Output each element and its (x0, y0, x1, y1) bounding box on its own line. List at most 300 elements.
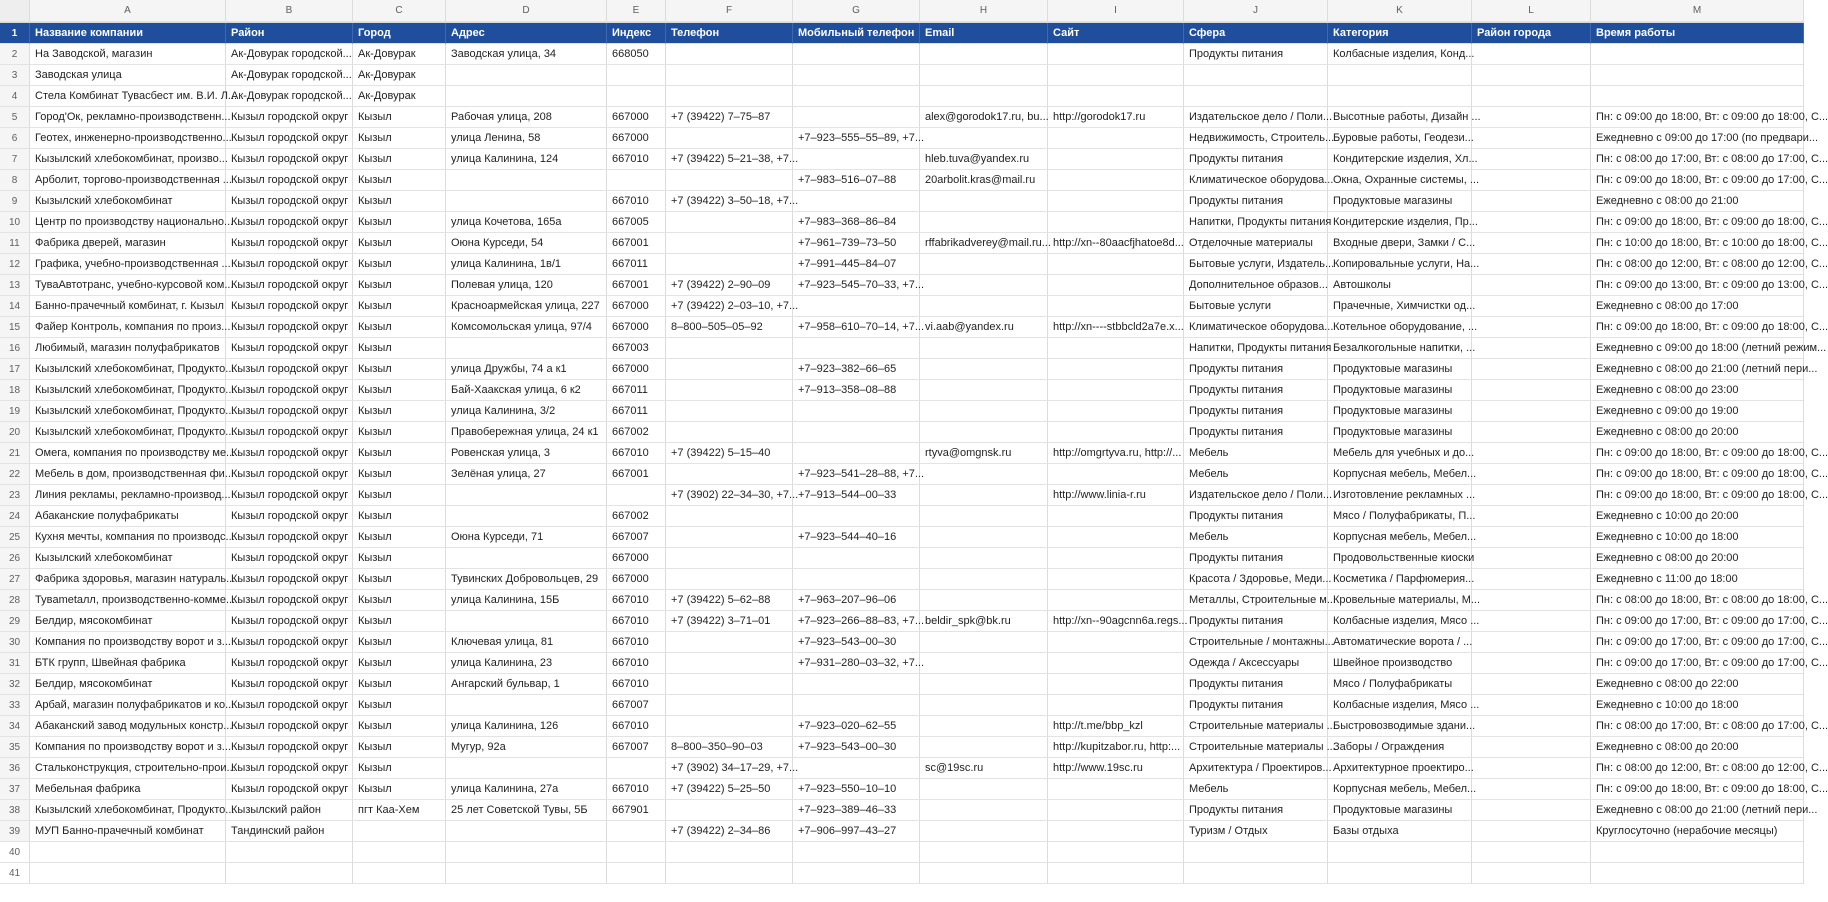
table-cell[interactable] (1328, 107, 1481, 128)
table-cell[interactable] (793, 401, 920, 422)
table-cell[interactable] (920, 359, 1048, 380)
table-cell[interactable] (353, 296, 446, 317)
table-cell[interactable] (446, 758, 607, 779)
table-cell[interactable] (793, 296, 920, 317)
table-cell[interactable] (446, 653, 607, 674)
table-cell[interactable] (1184, 506, 1328, 527)
table-cell[interactable] (1328, 758, 1472, 779)
table-cell[interactable] (607, 170, 666, 191)
header-cell[interactable] (1048, 23, 1184, 44)
table-cell[interactable] (666, 254, 793, 275)
table-cell[interactable] (1591, 254, 1828, 275)
table-cell[interactable] (920, 212, 1048, 233)
table-cell[interactable] (920, 170, 1048, 191)
table-cell[interactable] (607, 506, 666, 527)
table-cell[interactable] (1591, 527, 1804, 548)
table-cell[interactable] (1591, 65, 1804, 86)
table-cell[interactable] (1472, 107, 1591, 128)
header-cell[interactable] (793, 23, 920, 44)
table-cell[interactable] (226, 128, 353, 149)
table-cell[interactable] (666, 128, 793, 149)
table-cell[interactable] (607, 695, 666, 716)
column-header-b[interactable]: B (226, 0, 353, 22)
table-cell[interactable] (446, 254, 607, 275)
table-cell[interactable] (666, 758, 799, 779)
table-cell[interactable] (666, 296, 799, 317)
table-cell[interactable] (1048, 716, 1184, 737)
table-cell[interactable] (1472, 611, 1591, 632)
column-header-m[interactable]: M (1591, 0, 1804, 22)
table-cell[interactable] (353, 254, 446, 275)
table-cell[interactable] (1472, 44, 1591, 65)
table-cell[interactable] (607, 569, 666, 590)
row-number[interactable]: 1 (0, 23, 30, 44)
table-cell[interactable] (226, 254, 353, 275)
table-cell[interactable] (920, 590, 1048, 611)
table-cell[interactable] (607, 548, 666, 569)
table-cell[interactable] (353, 233, 446, 254)
table-cell[interactable] (1048, 212, 1184, 233)
table-cell[interactable] (793, 611, 925, 632)
table-cell[interactable] (446, 548, 607, 569)
row-number[interactable]: 27 (0, 569, 30, 590)
table-cell[interactable] (1048, 506, 1184, 527)
table-cell[interactable] (226, 65, 353, 86)
table-cell[interactable] (1048, 632, 1184, 653)
table-cell[interactable] (1472, 275, 1591, 296)
table-cell[interactable] (1184, 149, 1328, 170)
table-cell[interactable] (1591, 464, 1828, 485)
table-cell[interactable] (607, 380, 666, 401)
table-cell[interactable] (30, 569, 236, 590)
table-cell[interactable] (666, 590, 793, 611)
table-cell[interactable] (1048, 569, 1184, 590)
table-cell[interactable] (446, 44, 607, 65)
table-cell[interactable] (446, 170, 607, 191)
row-number[interactable]: 31 (0, 653, 30, 674)
table-cell[interactable] (1591, 275, 1828, 296)
table-cell[interactable] (793, 422, 920, 443)
row-number[interactable]: 40 (0, 842, 30, 863)
table-cell[interactable] (1591, 422, 1804, 443)
header-cell[interactable] (446, 23, 607, 44)
table-cell[interactable] (920, 443, 1048, 464)
table-cell[interactable] (1328, 527, 1477, 548)
table-cell[interactable] (1184, 317, 1334, 338)
table-cell[interactable] (226, 527, 353, 548)
table-cell[interactable] (446, 485, 607, 506)
table-cell[interactable] (793, 149, 920, 170)
table-cell[interactable] (446, 65, 607, 86)
table-cell[interactable] (1328, 653, 1472, 674)
table-cell[interactable] (920, 527, 1048, 548)
table-cell[interactable] (607, 863, 666, 884)
table-cell[interactable] (446, 317, 607, 338)
table-cell[interactable] (1472, 800, 1591, 821)
table-cell[interactable] (353, 821, 446, 842)
table-cell[interactable] (666, 149, 799, 170)
table-cell[interactable] (353, 65, 446, 86)
table-cell[interactable] (793, 254, 920, 275)
table-cell[interactable] (1328, 590, 1481, 611)
row-number[interactable]: 20 (0, 422, 30, 443)
table-cell[interactable] (666, 716, 793, 737)
row-number[interactable]: 12 (0, 254, 30, 275)
table-cell[interactable] (1472, 527, 1591, 548)
header-cell[interactable] (1328, 23, 1472, 44)
row-number[interactable]: 5 (0, 107, 30, 128)
header-cell[interactable] (666, 23, 793, 44)
table-cell[interactable] (793, 716, 920, 737)
table-cell[interactable] (1472, 401, 1591, 422)
table-cell[interactable] (446, 212, 607, 233)
table-cell[interactable] (666, 464, 793, 485)
table-cell[interactable] (1472, 737, 1591, 758)
table-cell[interactable] (1184, 695, 1328, 716)
table-cell[interactable] (226, 191, 353, 212)
row-number[interactable]: 33 (0, 695, 30, 716)
table-cell[interactable] (607, 653, 666, 674)
row-number[interactable]: 14 (0, 296, 30, 317)
table-cell[interactable] (1048, 359, 1184, 380)
table-cell[interactable] (30, 107, 231, 128)
table-cell[interactable] (1048, 779, 1184, 800)
table-cell[interactable] (607, 296, 666, 317)
table-cell[interactable] (353, 716, 446, 737)
table-cell[interactable] (1591, 569, 1804, 590)
table-cell[interactable] (607, 674, 666, 695)
table-cell[interactable] (226, 233, 353, 254)
table-cell[interactable] (446, 380, 607, 401)
row-number[interactable]: 2 (0, 44, 30, 65)
table-cell[interactable] (446, 275, 607, 296)
table-cell[interactable] (1472, 863, 1591, 884)
table-cell[interactable] (30, 65, 226, 86)
row-number[interactable]: 36 (0, 758, 30, 779)
table-cell[interactable] (353, 212, 446, 233)
table-cell[interactable] (1328, 443, 1475, 464)
table-cell[interactable] (353, 548, 446, 569)
table-cell[interactable] (920, 338, 1048, 359)
table-cell[interactable] (1591, 212, 1828, 233)
table-cell[interactable] (793, 800, 920, 821)
table-cell[interactable] (793, 359, 920, 380)
table-cell[interactable] (1184, 191, 1328, 212)
table-cell[interactable] (30, 422, 235, 443)
table-cell[interactable] (226, 800, 353, 821)
table-cell[interactable] (1048, 737, 1184, 758)
table-cell[interactable] (1591, 611, 1828, 632)
table-cell[interactable] (666, 359, 793, 380)
table-cell[interactable] (920, 44, 1048, 65)
table-cell[interactable] (1048, 44, 1184, 65)
table-cell[interactable] (30, 191, 226, 212)
column-header-k[interactable]: K (1328, 0, 1472, 22)
table-cell[interactable] (793, 65, 920, 86)
table-cell[interactable] (666, 170, 793, 191)
table-cell[interactable] (1472, 716, 1591, 737)
table-cell[interactable] (607, 611, 666, 632)
table-cell[interactable] (1591, 485, 1828, 506)
header-cell[interactable] (1591, 23, 1804, 44)
table-cell[interactable] (226, 485, 353, 506)
table-cell[interactable] (1591, 296, 1804, 317)
table-cell[interactable] (446, 86, 607, 107)
table-cell[interactable] (446, 422, 607, 443)
table-cell[interactable] (353, 149, 446, 170)
table-cell[interactable] (793, 569, 920, 590)
table-cell[interactable] (353, 380, 446, 401)
table-cell[interactable] (226, 170, 353, 191)
table-cell[interactable] (1591, 779, 1828, 800)
table-cell[interactable] (446, 611, 607, 632)
table-cell[interactable] (1328, 485, 1476, 506)
table-cell[interactable] (1591, 758, 1828, 779)
table-cell[interactable] (446, 716, 607, 737)
table-cell[interactable] (1328, 170, 1479, 191)
table-cell[interactable] (226, 44, 353, 65)
table-cell[interactable] (1591, 317, 1828, 338)
table-cell[interactable] (1472, 485, 1591, 506)
table-cell[interactable] (920, 548, 1048, 569)
table-cell[interactable] (920, 863, 1048, 884)
table-cell[interactable] (30, 128, 232, 149)
table-cell[interactable] (1591, 338, 1827, 359)
table-cell[interactable] (1591, 380, 1804, 401)
table-cell[interactable] (446, 506, 607, 527)
table-cell[interactable] (30, 737, 231, 758)
row-number[interactable]: 7 (0, 149, 30, 170)
table-cell[interactable] (1184, 485, 1333, 506)
table-cell[interactable] (793, 128, 925, 149)
table-cell[interactable] (1184, 44, 1328, 65)
table-cell[interactable] (446, 338, 607, 359)
table-cell[interactable] (353, 86, 446, 107)
header-cell[interactable] (607, 23, 666, 44)
table-cell[interactable] (1472, 86, 1591, 107)
table-cell[interactable] (666, 443, 793, 464)
table-cell[interactable] (226, 758, 353, 779)
table-cell[interactable] (226, 380, 353, 401)
table-cell[interactable] (1591, 233, 1828, 254)
table-cell[interactable] (1048, 464, 1184, 485)
table-cell[interactable] (1048, 443, 1184, 464)
table-cell[interactable] (1328, 128, 1472, 149)
table-cell[interactable] (793, 338, 920, 359)
table-cell[interactable] (30, 653, 226, 674)
table-cell[interactable] (1328, 800, 1472, 821)
table-cell[interactable] (920, 317, 1048, 338)
table-cell[interactable] (920, 695, 1048, 716)
row-number[interactable]: 8 (0, 170, 30, 191)
table-cell[interactable] (920, 716, 1048, 737)
table-cell[interactable] (1184, 359, 1328, 380)
table-cell[interactable] (353, 485, 446, 506)
table-cell[interactable] (793, 548, 920, 569)
table-cell[interactable] (793, 779, 920, 800)
table-cell[interactable] (920, 296, 1048, 317)
table-cell[interactable] (793, 842, 920, 863)
table-cell[interactable] (920, 800, 1048, 821)
row-number[interactable]: 22 (0, 464, 30, 485)
row-number[interactable]: 13 (0, 275, 30, 296)
table-cell[interactable] (353, 401, 446, 422)
table-cell[interactable] (353, 317, 446, 338)
table-cell[interactable] (30, 590, 236, 611)
table-cell[interactable] (226, 401, 353, 422)
column-header-g[interactable]: G (793, 0, 920, 22)
column-header-h[interactable]: H (920, 0, 1048, 22)
row-number[interactable]: 10 (0, 212, 30, 233)
table-cell[interactable] (666, 779, 793, 800)
table-cell[interactable] (793, 863, 920, 884)
table-cell[interactable] (353, 674, 446, 695)
column-header-d[interactable]: D (446, 0, 607, 22)
table-cell[interactable] (1048, 821, 1184, 842)
row-number[interactable]: 37 (0, 779, 30, 800)
table-cell[interactable] (666, 548, 793, 569)
table-cell[interactable] (666, 569, 793, 590)
table-cell[interactable] (1591, 443, 1828, 464)
table-cell[interactable] (226, 464, 353, 485)
table-cell[interactable] (1328, 275, 1472, 296)
table-cell[interactable] (1472, 296, 1591, 317)
table-cell[interactable] (793, 485, 920, 506)
table-cell[interactable] (446, 779, 607, 800)
table-cell[interactable] (446, 233, 607, 254)
row-number[interactable]: 24 (0, 506, 30, 527)
table-cell[interactable] (793, 170, 920, 191)
row-number[interactable]: 29 (0, 611, 30, 632)
table-cell[interactable] (666, 44, 793, 65)
table-cell[interactable] (226, 842, 353, 863)
table-cell[interactable] (1184, 233, 1328, 254)
table-cell[interactable] (1048, 170, 1184, 191)
table-cell[interactable] (30, 170, 232, 191)
table-cell[interactable] (793, 86, 920, 107)
table-cell[interactable] (1048, 800, 1184, 821)
table-cell[interactable] (666, 401, 793, 422)
table-cell[interactable] (1591, 170, 1828, 191)
row-number[interactable]: 28 (0, 590, 30, 611)
table-cell[interactable] (666, 338, 793, 359)
table-cell[interactable] (920, 611, 1048, 632)
table-cell[interactable] (446, 107, 607, 128)
table-cell[interactable] (666, 842, 793, 863)
table-cell[interactable] (1591, 359, 1818, 380)
table-cell[interactable] (1328, 317, 1478, 338)
table-cell[interactable] (30, 149, 226, 170)
table-cell[interactable] (1184, 548, 1328, 569)
table-cell[interactable] (793, 233, 920, 254)
table-cell[interactable] (1472, 548, 1591, 569)
table-cell[interactable] (666, 380, 793, 401)
table-cell[interactable] (30, 800, 235, 821)
table-cell[interactable] (920, 464, 1048, 485)
table-cell[interactable] (353, 632, 446, 653)
table-cell[interactable] (793, 632, 920, 653)
table-cell[interactable] (1591, 506, 1804, 527)
table-cell[interactable] (1328, 359, 1472, 380)
table-cell[interactable] (1328, 338, 1476, 359)
table-cell[interactable] (666, 317, 793, 338)
table-cell[interactable] (1048, 695, 1184, 716)
column-header-i[interactable]: I (1048, 0, 1184, 22)
table-cell[interactable] (1184, 821, 1328, 842)
table-cell[interactable] (226, 632, 353, 653)
table-cell[interactable] (1184, 401, 1328, 422)
table-cell[interactable] (920, 569, 1048, 590)
table-cell[interactable] (1184, 716, 1336, 737)
column-header-c[interactable]: C (353, 0, 446, 22)
table-cell[interactable] (1328, 191, 1472, 212)
table-cell[interactable] (30, 380, 235, 401)
table-cell[interactable] (793, 275, 925, 296)
row-number[interactable]: 41 (0, 863, 30, 884)
table-cell[interactable] (226, 338, 353, 359)
table-cell[interactable] (666, 821, 793, 842)
table-cell[interactable] (1184, 590, 1336, 611)
table-cell[interactable] (793, 527, 920, 548)
table-cell[interactable] (1048, 65, 1184, 86)
table-cell[interactable] (607, 527, 666, 548)
select-all-corner[interactable] (0, 0, 30, 22)
table-cell[interactable] (1472, 149, 1591, 170)
table-cell[interactable] (666, 674, 793, 695)
table-cell[interactable] (1184, 212, 1332, 233)
table-cell[interactable] (30, 758, 236, 779)
header-cell[interactable] (920, 23, 1048, 44)
table-cell[interactable] (1184, 674, 1328, 695)
table-cell[interactable] (793, 212, 920, 233)
table-cell[interactable] (793, 758, 920, 779)
table-cell[interactable] (1048, 254, 1184, 275)
table-cell[interactable] (30, 695, 235, 716)
table-cell[interactable] (1048, 128, 1184, 149)
table-cell[interactable] (793, 191, 920, 212)
table-cell[interactable] (226, 275, 353, 296)
table-cell[interactable] (1184, 800, 1328, 821)
table-cell[interactable] (1184, 758, 1332, 779)
table-cell[interactable] (920, 506, 1048, 527)
table-cell[interactable] (353, 590, 446, 611)
table-cell[interactable] (793, 653, 925, 674)
table-cell[interactable] (446, 296, 607, 317)
table-cell[interactable] (920, 86, 1048, 107)
table-cell[interactable] (30, 611, 226, 632)
table-cell[interactable] (793, 464, 925, 485)
table-cell[interactable] (1048, 233, 1184, 254)
table-cell[interactable] (1048, 86, 1184, 107)
table-cell[interactable] (666, 275, 793, 296)
table-cell[interactable] (353, 800, 446, 821)
table-cell[interactable] (920, 191, 1048, 212)
table-cell[interactable] (1472, 569, 1591, 590)
table-cell[interactable] (1184, 527, 1328, 548)
table-cell[interactable] (666, 506, 793, 527)
table-cell[interactable] (1328, 674, 1472, 695)
table-cell[interactable] (793, 107, 920, 128)
table-cell[interactable] (1184, 863, 1328, 884)
table-cell[interactable] (920, 821, 1048, 842)
table-cell[interactable] (353, 569, 446, 590)
table-cell[interactable] (446, 527, 607, 548)
table-cell[interactable] (1591, 695, 1804, 716)
table-cell[interactable] (666, 233, 793, 254)
table-cell[interactable] (30, 506, 226, 527)
table-cell[interactable] (1048, 758, 1184, 779)
column-header-l[interactable]: L (1472, 0, 1591, 22)
